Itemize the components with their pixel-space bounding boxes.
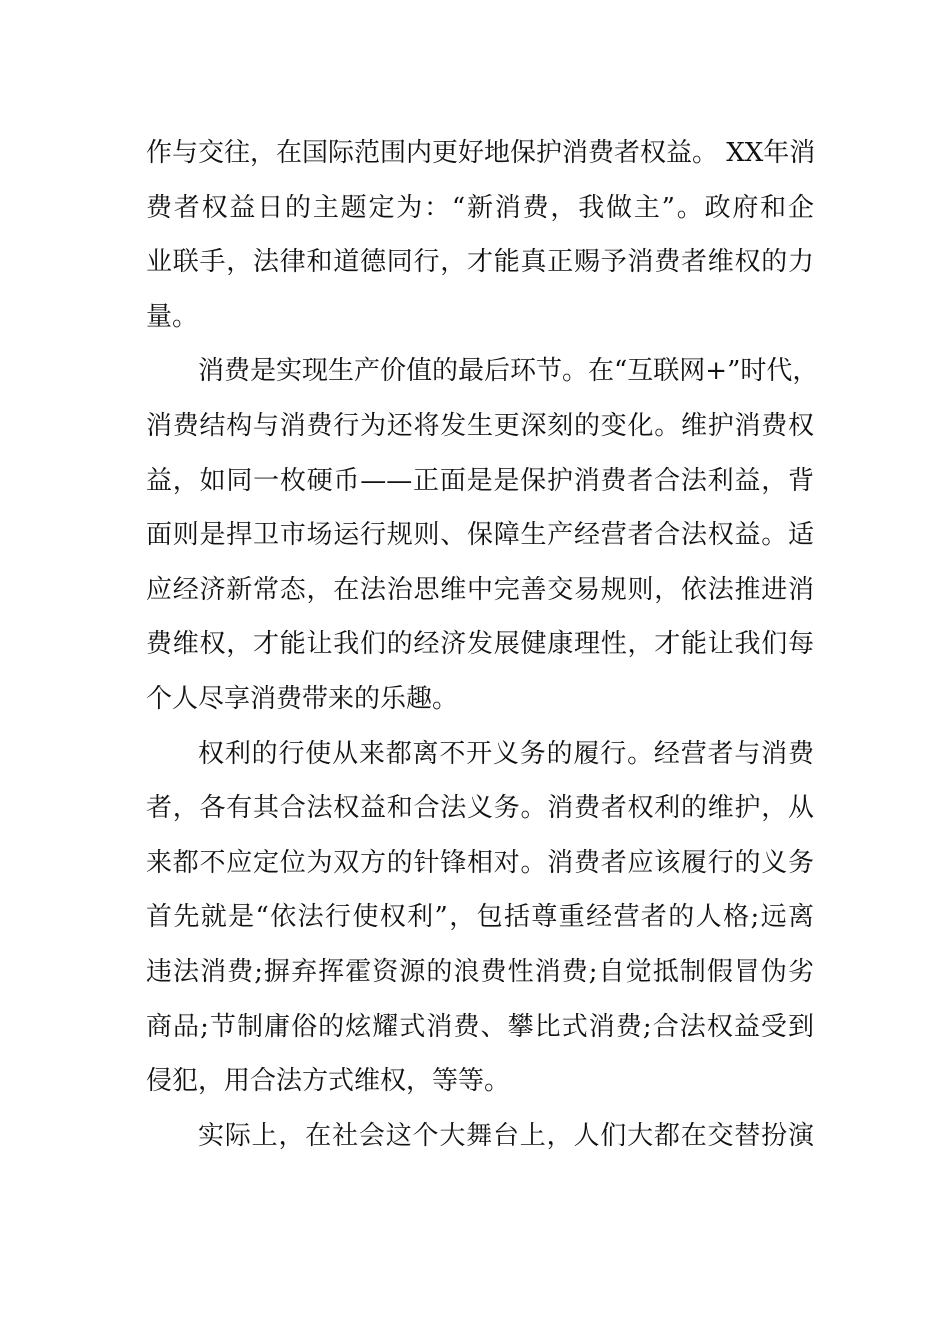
- text-line: 侵犯，用合法方式维权，等等。: [146, 1066, 511, 1097]
- text-line: 个人尽享消费带来的乐趣。: [146, 683, 459, 714]
- text-line: 应经济新常态，在法治思维中完善交易规则，依法推进消: [146, 574, 814, 605]
- text-line: 商品;节制庸俗的炫耀式消费、攀比式消费;合法权益受到: [146, 1011, 814, 1042]
- text-line: 者，各有其合法权益和合法义务。消费者权利的维护，从: [146, 793, 814, 824]
- text-line: 益，如同一枚硬币——正面是是保护消费者合法利益，背: [146, 465, 814, 496]
- text-line: 费维权，才能让我们的经济发展健康理性，才能让我们每: [146, 629, 814, 660]
- text-line: 面则是捍卫市场运行规则、保障生产经营者合法权益。适: [146, 520, 814, 551]
- text-line: 消费结构与消费行为还将发生更深刻的变化。维护消费权: [146, 410, 814, 441]
- text-line: 违法消费;摒弃挥霍资源的浪费性消费;自觉抵制假冒伪劣: [146, 956, 814, 987]
- text-line: 权利的行使从来都离不开义务的履行。经营者与消费: [198, 738, 814, 769]
- text-line: 作与交往，在国际范围内更好地保护消费者权益。 XX年消: [146, 138, 816, 168]
- text-line: 费者权益日的主题定为：“新消费，我做主”。政府和企: [146, 192, 814, 223]
- text-line: 首先就是“依法行使权利”，包括尊重经营者的人格;远离: [146, 902, 814, 933]
- text-line: 实际上，在社会这个大舞台上，人们大都在交替扮演: [198, 1120, 814, 1151]
- text-line: 量。: [146, 301, 199, 332]
- text-line: 来都不应定位为双方的针锋相对。消费者应该履行的义务: [146, 847, 814, 878]
- text-line: 消费是实现生产价值的最后环节。在“互联网+”时代，: [198, 356, 819, 387]
- document-page: [146, 135, 819, 1172]
- text-line: 业联手，法律和道德同行，才能真正赐予消费者维权的力: [146, 247, 814, 278]
